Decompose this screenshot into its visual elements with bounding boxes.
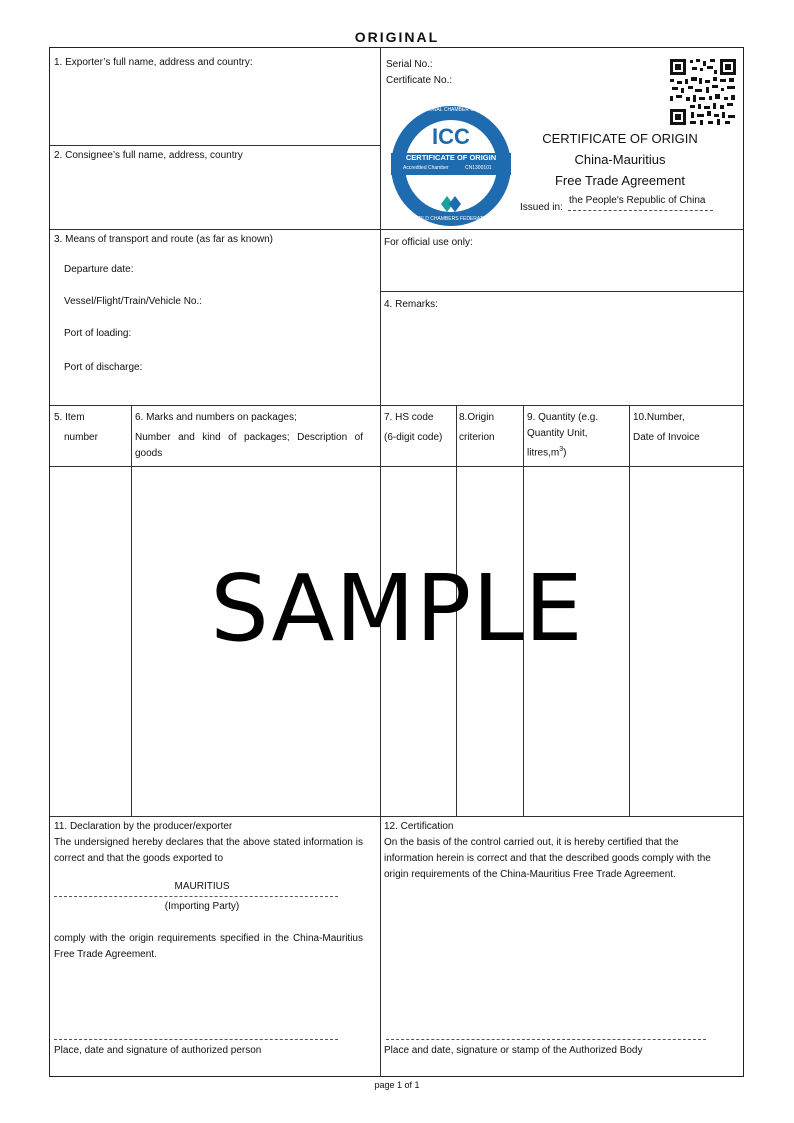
col-marks-line2: Number and kind of packages; Description of goods xyxy=(135,432,363,459)
issued-in-line xyxy=(568,210,713,211)
divider-columns-top xyxy=(50,405,743,406)
icc-ring-bottom: WORLD CHAMBERS FEDERATION xyxy=(410,216,492,222)
declaration-compliance: comply with the origin requirements specified in the China-Mauritius Free Trade Agreement. xyxy=(54,933,363,960)
certification-signature-line xyxy=(386,1039,706,1040)
document-title: ORIGINAL xyxy=(354,29,440,45)
departure-date-label: Departure date: xyxy=(64,264,134,275)
divider-header-vertical xyxy=(380,48,381,405)
issued-in-label: Issued in: xyxy=(520,202,563,213)
importing-party-label: (Importing Party) xyxy=(164,901,240,912)
col-quantity-line3 xyxy=(527,442,566,461)
col-quantity-line2: Quantity Unit, xyxy=(527,428,588,439)
col-origin-line2: criterion xyxy=(459,432,495,443)
col-quantity-close: ) xyxy=(563,447,567,459)
transport-label: 3. Means of transport and route (as far as known) xyxy=(54,234,273,245)
importing-country-line xyxy=(54,896,338,897)
column-divider-6 xyxy=(380,405,381,1077)
col-hs-line1: 7. HS code xyxy=(384,412,434,423)
col-item-line1: 5. Item xyxy=(54,412,85,423)
col-quantity-line1: 9. Quantity (e.g. xyxy=(527,412,599,423)
icc-logo xyxy=(389,104,513,228)
page-number: page 1 of 1 xyxy=(374,1080,420,1090)
exporter-label: 1. Exporter’s full name, address and country: xyxy=(54,57,253,68)
col-item-line2: number xyxy=(64,432,98,443)
issued-in-value: the People's Republic of China xyxy=(569,195,706,206)
certificate-title: CERTIFICATE OF ORIGIN xyxy=(542,131,698,146)
icc-sub-left: Accredited Chamber xyxy=(403,165,449,171)
icc-brand: ICC xyxy=(432,124,470,149)
divider-columns-header xyxy=(50,466,743,467)
consignee-label: 2. Consignee’s full name, address, country xyxy=(54,150,243,161)
divider-header-bottom xyxy=(50,229,743,230)
qr-code-icon xyxy=(668,57,738,127)
col-quantity-unit: litres,m xyxy=(527,447,560,459)
icc-ring-top: INTERNATIONAL CHAMBER OF COMMERCE xyxy=(403,107,509,113)
certificate-agreement-type: Free Trade Agreement xyxy=(554,173,686,188)
declaration-text: The undersigned hereby declares that the above stated information is correct and that the goods exported to xyxy=(54,837,363,864)
declaration-signature-label: Place, date and signature of authorized person xyxy=(54,1045,262,1056)
remarks-label: 4. Remarks: xyxy=(384,299,438,310)
importing-country: MAURITIUS xyxy=(174,881,230,892)
divider-official-remarks xyxy=(380,291,743,292)
icc-ribbon: CERTIFICATE OF ORIGIN xyxy=(405,153,497,162)
certificate-no-label: Certificate No.: xyxy=(386,75,453,86)
port-discharge-label: Port of discharge: xyxy=(64,362,143,373)
col-origin-line1: 8.Origin xyxy=(459,412,495,423)
certification-signature-label: Place and date, signature or stamp of the Authorized Body xyxy=(384,1045,643,1056)
divider-box1-box2 xyxy=(50,145,380,146)
certification-heading: 12. Certification xyxy=(384,821,454,832)
declaration-heading: 11. Declaration by the producer/exporter xyxy=(54,821,233,832)
icc-sub-right: CN1300101 xyxy=(465,165,492,171)
certification-text: On the basis of the control carried out, it is hereby certified that the information herein is correct and that the described goods comply with the origin requirements of the China-Mauritius Free Trade Agreement. xyxy=(384,837,711,880)
vessel-label: Vessel/Flight/Train/Vehicle No.: xyxy=(64,296,203,307)
declaration-signature-line xyxy=(54,1039,338,1040)
col-invoice-line1: 10.Number, xyxy=(633,412,685,423)
col-hs-line2: (6-digit code) xyxy=(384,432,443,443)
official-use-label: For official use only: xyxy=(384,237,473,248)
col-marks-line1: 6. Marks and numbers on packages; xyxy=(135,412,297,423)
col-invoice-line2: Date of Invoice xyxy=(633,432,700,443)
divider-declaration-top xyxy=(50,816,743,817)
col-quantity-sup: 3 xyxy=(559,446,564,453)
port-loading-label: Port of loading: xyxy=(64,328,132,339)
certificate-agreement-name: China-Mauritius xyxy=(574,152,666,167)
sample-watermark: SAMPLE xyxy=(210,555,584,662)
serial-label: Serial No.: xyxy=(386,59,433,70)
